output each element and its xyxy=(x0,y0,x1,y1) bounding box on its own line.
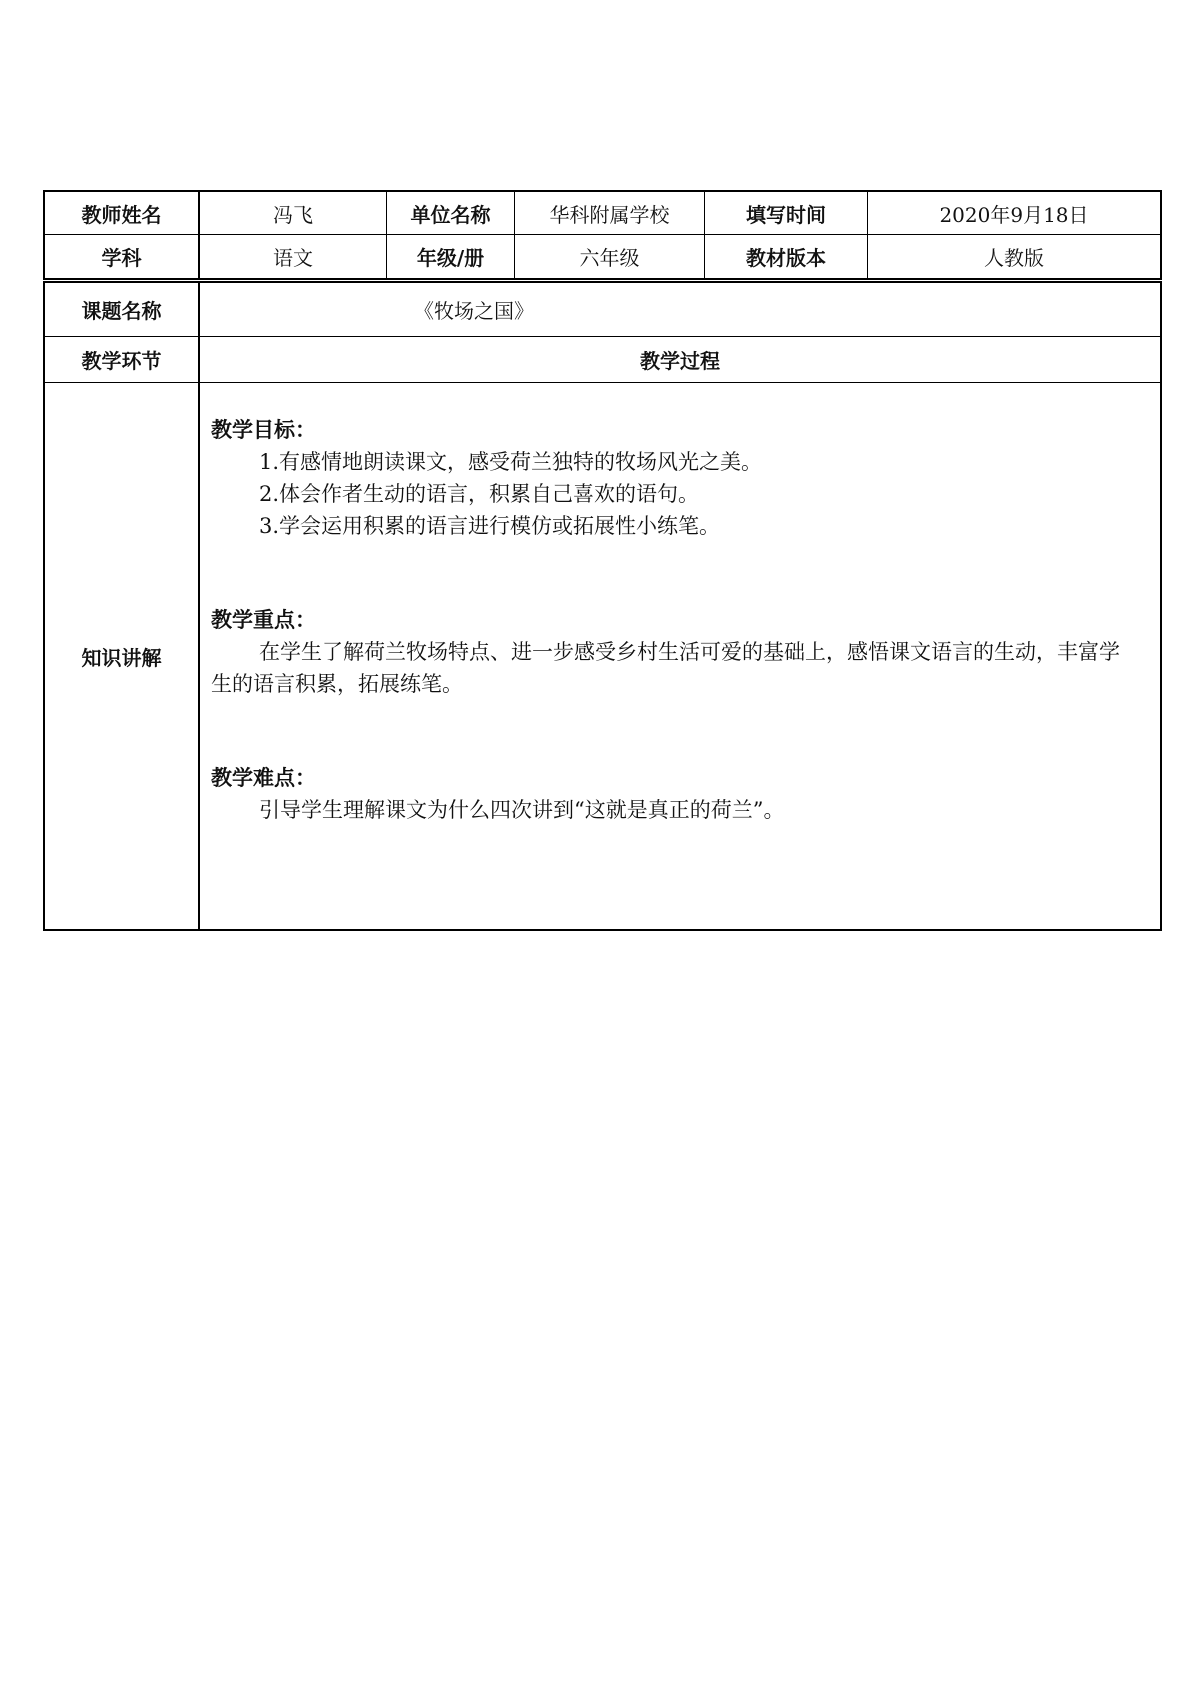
difficulties-title: 教学难点： xyxy=(211,766,316,790)
grade-value: 六年级 xyxy=(579,246,640,270)
subject-label: 学科 xyxy=(101,246,142,270)
topic-value: 《牧场之国》 xyxy=(414,299,534,323)
teaching-stage-label: 教学环节 xyxy=(81,349,162,373)
fill-date-value: 2020年9月18日 xyxy=(939,202,1089,227)
school-name-label: 单位名称 xyxy=(410,202,491,227)
teaching-process-heading: 教学过程 xyxy=(640,349,720,373)
goals-title: 教学目标： xyxy=(211,418,316,442)
goal-item: 1.有感情地朗读课文，感受荷兰独特的牧场风光之美。 xyxy=(259,450,763,474)
fill-date-label: 填写时间 xyxy=(746,202,826,227)
knowledge-content xyxy=(211,414,1131,826)
grade-label: 年级/册 xyxy=(416,246,485,270)
difficulties-text: 引导学生理解课文为什么四次讲到“这就是真正的荷兰”。 xyxy=(259,798,785,822)
textbook-version-label: 教材版本 xyxy=(746,246,826,270)
teacher-name-label: 教师姓名 xyxy=(81,202,162,227)
goal-item: 3.学会运用积累的语言进行模仿或拓展性小练笔。 xyxy=(259,514,721,538)
textbook-version-value: 人教版 xyxy=(984,246,1044,270)
teacher-name-value: 冯飞 xyxy=(273,202,313,227)
key-points-text: 在学生了解荷兰牧场特点、进一步感受乡村生活可爱的基础上，感悟课文语言的生动，丰富学生的语言积累，拓展练笔。 xyxy=(211,640,1120,696)
knowledge-label: 知识讲解 xyxy=(81,645,162,670)
subject-value: 语文 xyxy=(273,246,313,270)
goal-item: 2.体会作者生动的语言，积累自己喜欢的语句。 xyxy=(259,482,700,506)
topic-label: 课题名称 xyxy=(81,299,162,323)
school-name-value: 华科附属学校 xyxy=(549,202,670,227)
lesson-table-row-divider xyxy=(44,382,1161,383)
key-points-title: 教学重点： xyxy=(211,608,316,632)
